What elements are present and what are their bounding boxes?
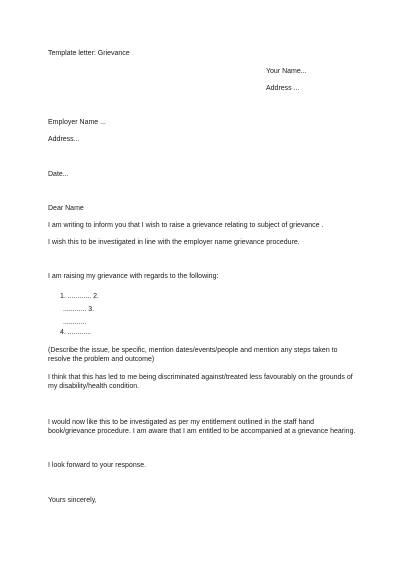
- paragraph-investigation-line-1: I would now like this to be investigated as per my entitlement outlined in the staff hand: [48, 419, 315, 426]
- list-item: ............ 3.: [63, 306, 95, 313]
- paragraph-intro: I am writing to inform you that I wish to raise a grievance relating to subject of grievance .: [48, 222, 324, 229]
- paragraph-discrimination-line-1: I think that this has led to me being discriminated against/treated less favourably on the grounds of: [48, 374, 353, 381]
- paragraph-investigation-line-2: book/grievance procedure. I am aware that I am entitled to be accompanied at a grievance hearing.: [48, 428, 356, 435]
- paragraph-describe-line-1: (Describe the issue, be specific, mention dates/events/people and mention any steps taken to: [48, 347, 338, 354]
- sender-name: Your Name...: [266, 68, 307, 75]
- paragraph-raising: I am raising my grievance with regards to the following:: [48, 273, 219, 280]
- sender-address: Address ...: [266, 85, 300, 92]
- list-item: 4. ............: [60, 329, 92, 336]
- salutation: Dear Name: [48, 205, 84, 212]
- paragraph-procedure: I wish this to be investigated in line with the employer name grievance procedure.: [48, 239, 300, 246]
- letter-date: Date...: [48, 171, 69, 178]
- employer-address: Address...: [48, 136, 80, 143]
- paragraph-describe-line-2: resolve the problem and outcome): [48, 356, 155, 363]
- list-item: 1. ............ 2.: [60, 293, 99, 300]
- closing: Yours sincerely,: [48, 497, 97, 504]
- employer-name: Employer Name ...: [48, 119, 106, 126]
- letter-heading: Template letter: Grievance: [48, 50, 130, 57]
- paragraph-response: I look forward to your response.: [48, 462, 147, 469]
- list-item: ............: [63, 319, 87, 326]
- paragraph-discrimination-line-2: my disability/health condition.: [48, 383, 140, 390]
